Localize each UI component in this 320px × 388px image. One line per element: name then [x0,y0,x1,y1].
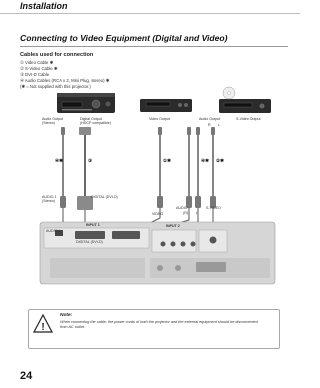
audio-l-port-label: L [196,211,198,215]
panel-input1-label: INPUT 1 [86,223,100,227]
panel-input2-label: INPUT 2 [166,224,180,228]
audio-in-port-label: AUDIO-1 (Stereo) [42,195,57,204]
audio-output-label: Audio Output [199,117,220,121]
video-output-label: Video Output [149,117,170,121]
note-title: Note: [60,313,73,318]
audio-r-port-label: (R) [183,211,188,215]
plug-bodies-top [61,127,215,135]
section-header: Installation [20,1,68,11]
cable-mark-audio-right: ④✱ [201,158,209,163]
cable-mark-video: ①✱ [163,158,171,163]
vcr-device [140,99,192,112]
av-receiver-left-device [57,93,115,113]
page-number: 24 [20,370,33,382]
cable-item: ④ Audio Cables (RCA x 2, Mini Plug, stereo) ✱ [20,78,110,83]
page-title: Connecting to Video Equipment (Digital and Video) [20,33,228,43]
audio-port-label: AUDIO [176,206,188,210]
cable-item: ③ DVI-D Cable [20,72,50,77]
cable-mark-dvi: ③ [88,158,93,163]
cable-mark-svideo: ②✱ [216,158,224,163]
audio-output-stereo-label: Audio Output (Stereo) [42,117,63,126]
digital-dvi-port-label: DIGITAL (DVI-D) [91,195,118,199]
cable-mark-audio-left: ④✱ [55,158,63,163]
cable-item: ① Video Cable ✱ [20,60,54,65]
note-text: When connecting the cable, the power cords of both the projector and the external equipment should be disconnected from AC outlet. [60,320,258,329]
panel-digital-label: DIGITAL (DVI-D) [76,240,103,244]
cable-item: (✱ = Not supplied with this projector.) [20,84,91,89]
svideo-port-label: S-VIDEO [206,206,221,210]
dvd-player-device [219,87,271,113]
cables-heading: Cables used for connection [20,52,94,58]
audio-l-label: L [218,123,220,127]
digital-output-label: Digital Output (HDCP compatible) [80,117,111,126]
projector-terminal-panel [40,222,275,284]
svideo-output-label: S-Video Output [236,117,261,121]
plug-bodies-bottom [60,196,216,210]
video-port-label: VIDEO [152,212,164,216]
panel-audio1-label: AUDIO 1 [46,229,61,233]
svg-text:!: ! [41,322,45,333]
audio-r-label: R [208,123,211,127]
cables [63,134,213,200]
cable-item: ② S-Video Cable ✱ [20,66,58,71]
